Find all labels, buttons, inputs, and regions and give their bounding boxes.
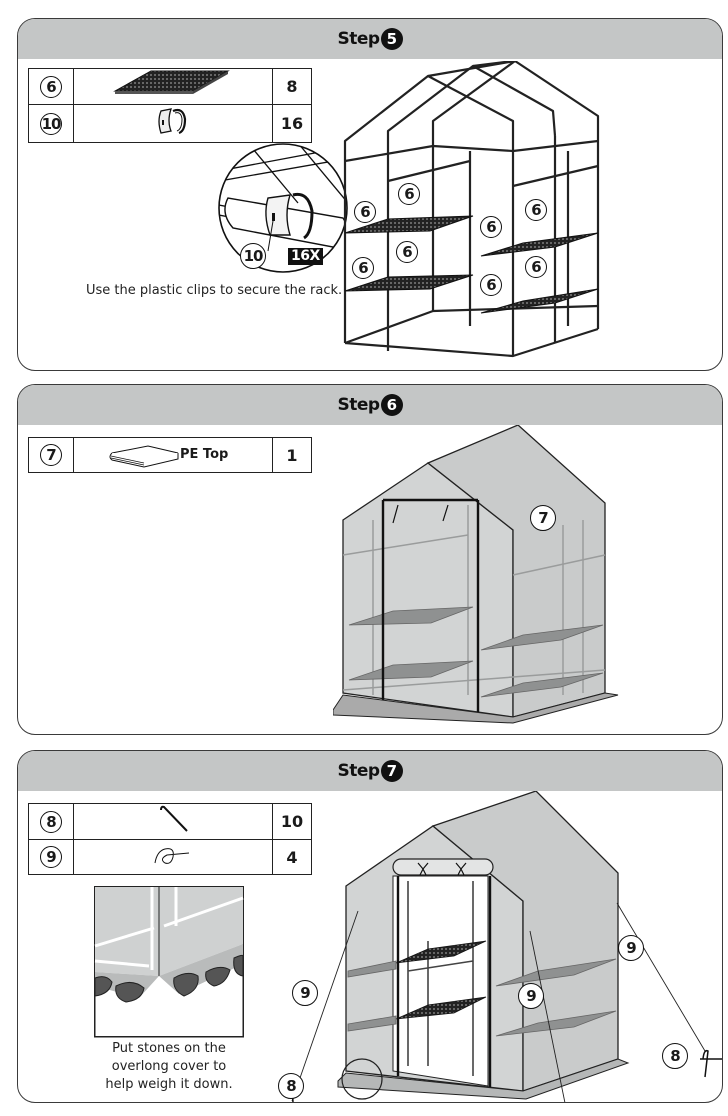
quantity-multiplier-badge: 16X xyxy=(288,248,323,265)
step-6-parts-table xyxy=(28,437,312,473)
shelf-callout: 6 xyxy=(354,201,376,223)
step-number-badge: 5 xyxy=(381,28,403,50)
stake-callout: 8 xyxy=(278,1073,304,1099)
part-id-callout: 7 xyxy=(40,444,62,466)
part-row xyxy=(29,69,312,105)
step-5-panel xyxy=(17,18,723,371)
stones-inset-diagram xyxy=(94,886,244,1038)
pe-top-callout: 7 xyxy=(530,505,556,531)
part-qty: 8 xyxy=(273,69,312,105)
greenhouse-frame-diagram xyxy=(333,61,633,371)
plastic-clip-icon xyxy=(153,105,193,137)
ground-stake-icon xyxy=(153,804,193,834)
guy-rope-icon xyxy=(151,841,195,869)
step-7-panel xyxy=(17,750,723,1103)
shelf-callout: 6 xyxy=(396,241,418,263)
shelf-callout: 6 xyxy=(352,257,374,279)
greenhouse-covered-diagram xyxy=(333,425,633,725)
greenhouse-anchored-diagram xyxy=(268,791,723,1103)
shelf-rack-icon xyxy=(113,69,233,99)
part-id-callout: 10 xyxy=(41,114,61,133)
step-6-header xyxy=(18,385,722,425)
guy-rope-callout: 9 xyxy=(618,935,644,961)
stones-caption: Put stones on the overlong cover to help weigh it down. xyxy=(105,1041,233,1092)
guy-rope-callout: 9 xyxy=(518,983,544,1009)
part-id-callout: 9 xyxy=(40,846,62,868)
folded-cover-icon xyxy=(108,443,180,469)
stake-callout: 8 xyxy=(662,1043,688,1069)
shelf-callout: 6 xyxy=(525,199,547,221)
part-qty: 4 xyxy=(273,840,312,875)
part-qty: 1 xyxy=(273,438,312,473)
step-6-panel xyxy=(17,384,723,735)
part-label: PE Top xyxy=(180,447,229,462)
step-7-title: Step 7 xyxy=(337,760,402,782)
part-row xyxy=(29,105,312,143)
step-5-parts-table xyxy=(28,68,312,143)
part-row xyxy=(29,438,312,473)
clip-detail-callout: 10 xyxy=(240,243,266,269)
part-qty: 16 xyxy=(273,105,312,143)
step-5-header xyxy=(18,19,722,59)
shelf-callout: 6 xyxy=(525,256,547,278)
shelf-callout: 6 xyxy=(480,216,502,238)
step-number-badge: 7 xyxy=(381,760,403,782)
part-id-callout: 8 xyxy=(40,811,62,833)
part-qty: 10 xyxy=(273,804,312,840)
part-id-callout: 6 xyxy=(40,76,62,98)
shelf-callout: 6 xyxy=(480,274,502,296)
step-6-title: Step 6 xyxy=(337,394,402,416)
shelf-callout: 6 xyxy=(398,183,420,205)
step-7-header xyxy=(18,751,722,791)
step-5-title: Step 5 xyxy=(337,28,402,50)
step-number-badge: 6 xyxy=(381,394,403,416)
guy-rope-callout: 9 xyxy=(292,980,318,1006)
step-5-caption: Use the plastic clips to secure the rack. xyxy=(86,283,343,298)
